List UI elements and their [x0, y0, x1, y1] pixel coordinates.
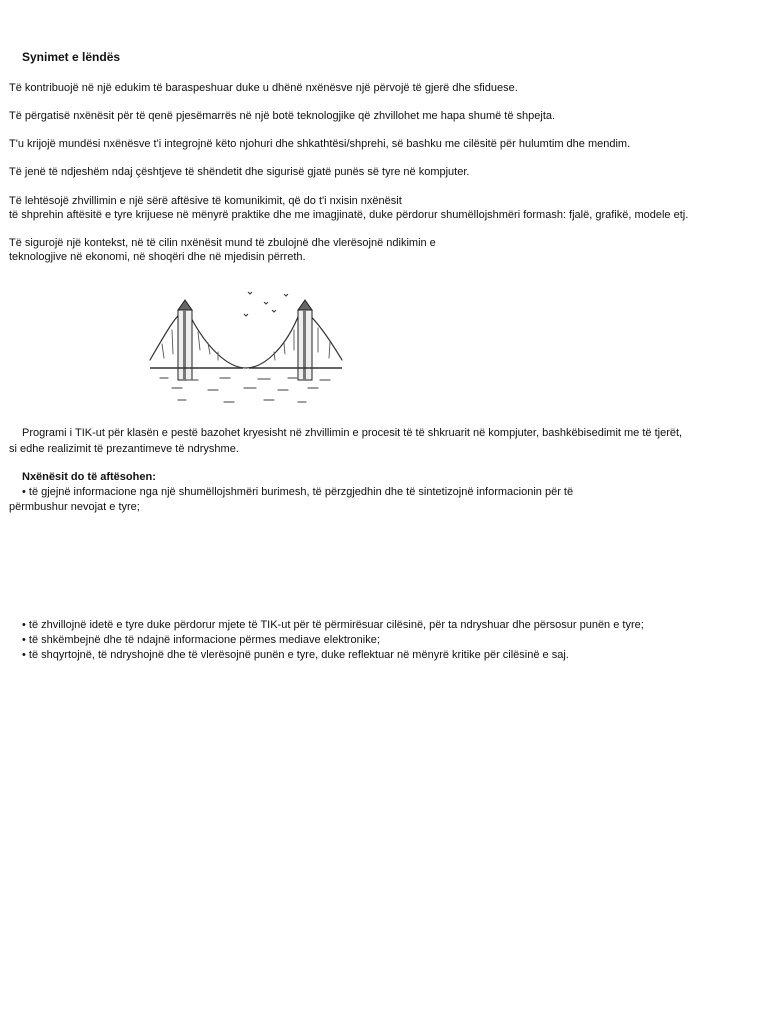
- section-title: Synimet e lëndës: [22, 50, 121, 64]
- goal-5-line-2: të shprehin aftësitë e tyre krijuese në mënyrë praktike dhe me imagjinatë, duke përdorur shumëllojshmëri formash: fjalë, grafikë, modele etj.: [9, 209, 689, 221]
- skill-1-line-2: përmbushur nevojat e tyre;: [9, 501, 140, 513]
- skill-4: • të shqyrtojnë, të ndryshojnë dhe të vlerësojnë punën e tyre, duke reflektuar në mënyrë kritike për cilësinë e saj.: [22, 649, 569, 661]
- goal-2: Të përgatisë nxënësit për të qenë pjesëmarrës në një botë teknologjike që zhvillohet me hapa shumë të shpejta.: [9, 110, 556, 122]
- students-heading: Nxënësit do të aftësohen:: [22, 471, 156, 483]
- skill-2: • të zhvillojnë idetë e tyre duke përdorur mjete të TIK-ut për të përmirësuar cilësinë, për ta ndryshuar dhe përsosur punën e tyre;: [22, 619, 644, 631]
- goal-3: T'u krijojë mundësi nxënësve t'i integrojnë këto njohuri dhe shkathtësi/shprehi, së bashku me cilësitë për hulumtim dhe mendim.: [9, 138, 631, 150]
- goal-6-line-2: teknologjive në ekonomi, në shoqëri dhe në mjedisin përreth.: [9, 251, 306, 263]
- goal-1: Të kontribuojë në një edukim të baraspeshuar duke u dhënë nxënësve një përvojë të gjerë dhe sfiduese.: [9, 82, 518, 94]
- program-text-line-1: Programi i TIK-ut për klasën e pestë bazohet kryesisht në zhvillimin e procesit të të shkruarit në kompjuter, bashkëbisedimit me të tjerët,: [22, 427, 683, 439]
- skill-1-line-1: • të gjejnë informacione nga një shumëllojshmëri burimesh, të përzgjedhin dhe të sintetizojnë informacionin për të: [22, 486, 574, 498]
- goal-5-line-1: Të lehtësojë zhvillimin e një sërë aftësive të komunikimit, që do t'i nxisin nxënësit: [9, 195, 402, 207]
- bridge-illustration: [148, 288, 344, 412]
- goal-4: Të jenë të ndjeshëm ndaj çështjeve të shëndetit dhe sigurisë gjatë punës së tyre në kompjuter.: [9, 166, 470, 178]
- goal-6-line-1: Të sigurojë një kontekst, në të cilin nxënësit mund të zbulojnë dhe vlerësojnë ndikimin e: [9, 237, 436, 249]
- skill-3: • të shkëmbejnë dhe të ndajnë informacione përmes mediave elektronike;: [22, 634, 380, 646]
- program-text-line-2: si edhe realizimit të prezantimeve të ndryshme.: [9, 443, 239, 455]
